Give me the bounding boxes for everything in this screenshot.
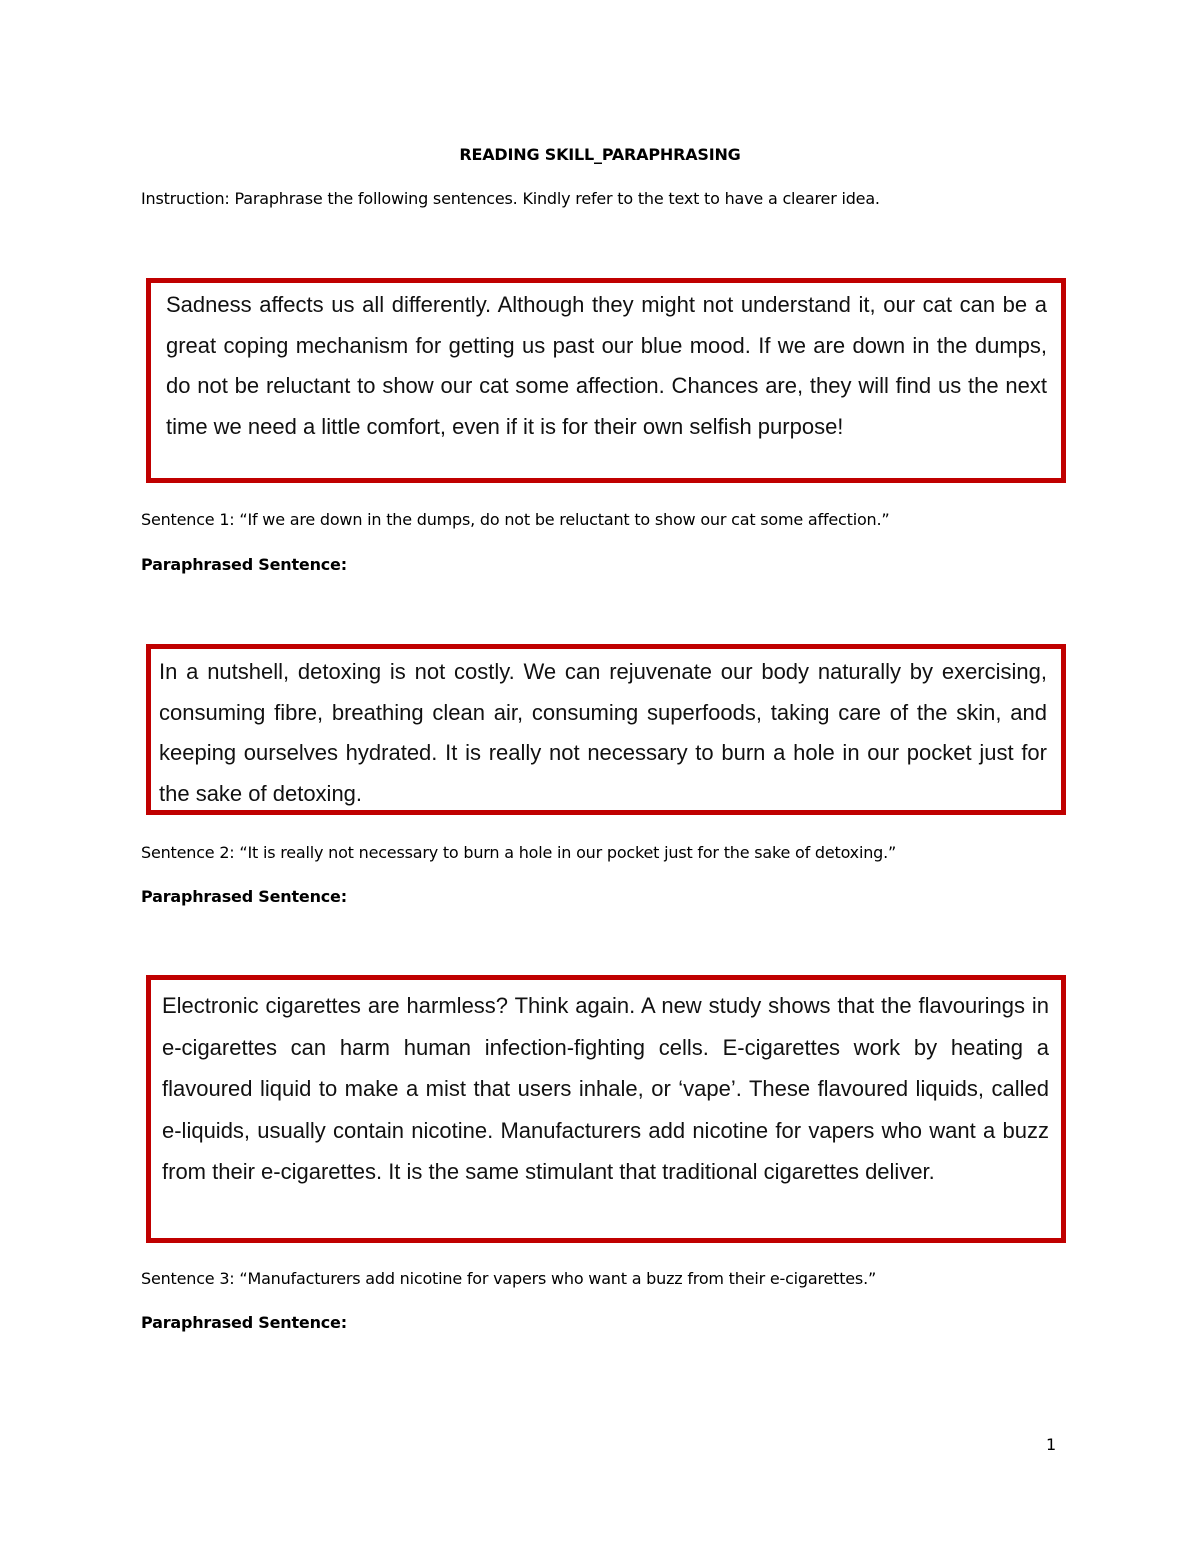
document-title: READING SKILL_PARAPHRASING: [459, 145, 741, 164]
sentence-2: Sentence 2: “It is really not necessary to burn a hole in our pocket just for the sake of detoxing.”: [141, 843, 897, 862]
passage-box-3: Electronic cigarettes are harmless? Think again. A new study shows that the flavourings in e-cigarettes can harm human infection-fighting cells. E-cigarettes work by heating a flavoured liquid to make a mist that users inhale, or ‘vape’. These flavoured liquids, called e-liquids, usually contain nicotine. Manufacturers add nicotine for vapers who want a buzz from their e-cigarettes. It is the same stimulant that traditional cigarettes deliver.: [146, 975, 1066, 1243]
instruction-text: Instruction: Paraphrase the following sentences. Kindly refer to the text to have a clearer idea.: [141, 189, 880, 208]
sentence-1: Sentence 1: “If we are down in the dumps, do not be reluctant to show our cat some affection.”: [141, 510, 890, 529]
sentence-3: Sentence 3: “Manufacturers add nicotine for vapers who want a buzz from their e-cigarettes.”: [141, 1269, 877, 1288]
paraphrased-sentence-label-2: Paraphrased Sentence:: [141, 887, 347, 906]
paraphrased-sentence-label-1: Paraphrased Sentence:: [141, 555, 347, 574]
passage-box-1: Sadness affects us all differently. Although they might not understand it, our cat can be a great coping mechanism for getting us past our blue mood. If we are down in the dumps, do not be reluctant to show our cat some affection. Chances are, they will find us the next time we need a little comfort, even if it is for their own selfish purpose!: [146, 278, 1066, 483]
page-number: 1: [1046, 1435, 1057, 1454]
paraphrased-sentence-label-3: Paraphrased Sentence:: [141, 1313, 347, 1332]
passage-box-2: In a nutshell, detoxing is not costly. We can rejuvenate our body naturally by exercising, consuming fibre, breathing clean air, consuming superfoods, taking care of the skin, and keeping ourselves hydrated. It is really not necessary to burn a hole in our pocket just for the sake of detoxing.: [146, 644, 1066, 815]
